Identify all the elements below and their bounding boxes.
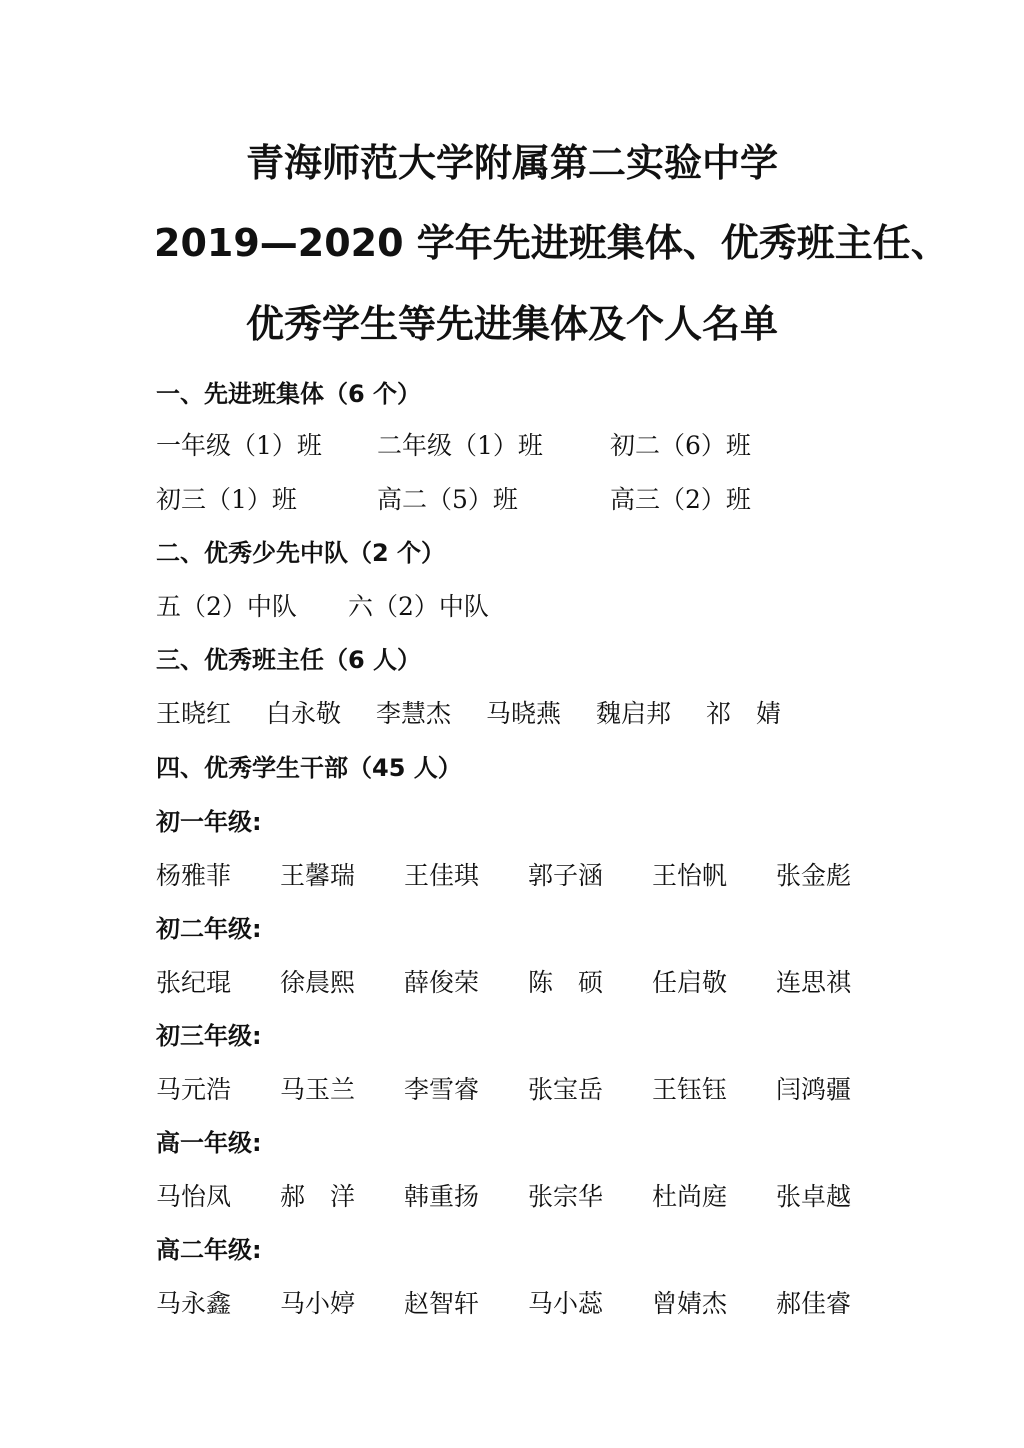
grade-label: 初三年级:	[156, 1022, 262, 1050]
list-item: 郭子涵	[528, 861, 604, 890]
list-item: 祁 婧	[706, 699, 782, 728]
list-item: 李雪睿	[404, 1075, 480, 1104]
list-item: 陈 硕	[528, 968, 604, 997]
section-heading-student-cadres: 四、优秀学生干部（45 人）	[156, 754, 462, 782]
list-item: 杨雅菲	[156, 861, 232, 890]
list-item: 韩重扬	[404, 1182, 480, 1211]
list-item: 赵智轩	[404, 1289, 480, 1318]
list-item: 王佳琪	[404, 861, 480, 890]
list-item: 二年级（1）班	[377, 431, 543, 460]
list-item: 六（2）中队	[348, 592, 489, 621]
list-item: 曾婧杰	[652, 1289, 728, 1318]
title-line-1: 青海师范大学附属第二实验中学	[245, 141, 778, 185]
list-item: 连思祺	[776, 968, 852, 997]
list-item: 王怡帆	[652, 861, 728, 890]
grade-label: 高二年级:	[156, 1236, 262, 1264]
grade-label: 初一年级:	[156, 808, 262, 836]
list-item: 马元浩	[156, 1075, 232, 1104]
list-item: 高三（2）班	[610, 485, 751, 514]
section-heading-advanced-classes: 一、先进班集体（6 个）	[156, 380, 422, 408]
list-item: 郝 洋	[280, 1182, 356, 1211]
list-item: 初二（6）班	[610, 431, 751, 460]
list-item: 魏启邦	[596, 699, 672, 728]
list-item: 马晓燕	[486, 699, 562, 728]
list-item: 薛俊荣	[404, 968, 480, 997]
grade-label: 初二年级:	[156, 915, 262, 943]
list-item: 闫鸿疆	[776, 1075, 852, 1104]
list-item: 五（2）中队	[156, 592, 297, 621]
list-item: 王钰钰	[652, 1075, 728, 1104]
list-item: 张卓越	[776, 1182, 852, 1211]
list-item: 郝佳睿	[776, 1289, 852, 1318]
list-item: 白永敬	[266, 699, 342, 728]
list-item: 初三（1）班	[156, 485, 297, 514]
list-item: 张金彪	[776, 861, 852, 890]
title-line-3: 优秀学生等先进集体及个人名单	[245, 302, 778, 346]
list-item: 马小蕊	[528, 1289, 604, 1318]
grade-label: 高一年级:	[156, 1129, 262, 1157]
list-item: 马怡凤	[156, 1182, 232, 1211]
list-item: 徐晨熙	[280, 968, 356, 997]
list-item: 张纪琨	[156, 968, 232, 997]
list-item: 王晓红	[156, 699, 232, 728]
list-item: 王馨瑞	[280, 861, 356, 890]
section-heading-pioneer-squads: 二、优秀少先中队（2 个）	[156, 539, 446, 567]
list-item: 马玉兰	[280, 1075, 356, 1104]
list-item: 马小婷	[280, 1289, 356, 1318]
list-item: 高二（5）班	[377, 485, 518, 514]
list-item: 张宝岳	[528, 1075, 604, 1104]
section-heading-head-teachers: 三、优秀班主任（6 人）	[156, 646, 422, 674]
list-item: 马永鑫	[156, 1289, 232, 1318]
list-item: 一年级（1）班	[156, 431, 322, 460]
title-line-2: 2019—2020 学年先进班集体、优秀班主任、	[154, 221, 949, 265]
list-item: 张宗华	[528, 1182, 604, 1211]
list-item: 任启敬	[652, 968, 728, 997]
list-item: 李慧杰	[376, 699, 452, 728]
list-item: 杜尚庭	[652, 1182, 728, 1211]
